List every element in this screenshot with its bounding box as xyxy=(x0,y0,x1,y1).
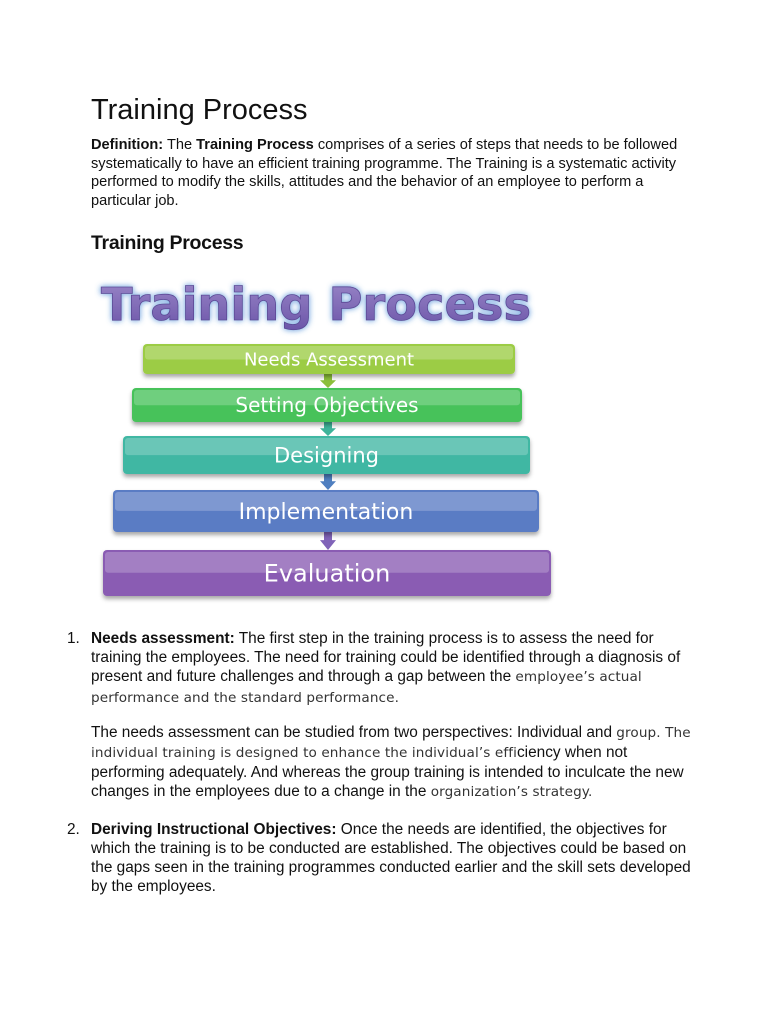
definition-paragraph xyxy=(91,136,691,210)
list-text: organization’s strategy. xyxy=(430,784,593,801)
list-text: Once the needs are identified, the objectives for which the training is to be conducted are established. The objectives could be based on the gaps seen in the training programmes conducted earlier and the skill sets developed by the employees. xyxy=(91,820,691,896)
list-item-needs-assessment xyxy=(67,629,691,803)
definition-text: comprises of a series of steps that needs to be followed systematically to have an efficient training programme. The Training is a systematic activity performed to modify the skills, attitudes and the behavior of an employee to perform a particular job. xyxy=(91,137,678,209)
steps-list xyxy=(67,629,691,913)
diagram-step-label: Designing xyxy=(274,443,379,468)
page-title: Training Process xyxy=(91,94,308,126)
diagram-step xyxy=(113,490,539,532)
definition-term: Training Process xyxy=(196,137,314,153)
diagram-step xyxy=(143,344,515,374)
list-text: group. The individual training is designed to enhance the individual’s effi xyxy=(91,724,691,762)
diagram-step xyxy=(132,388,522,422)
list-paragraph xyxy=(91,820,691,897)
diagram-step xyxy=(123,436,530,474)
list-paragraph xyxy=(91,629,691,708)
diagram-step-label: Needs Assessment xyxy=(243,349,415,371)
diagram-arrow xyxy=(320,374,336,388)
diagram-arrow xyxy=(320,474,336,490)
list-paragraph xyxy=(91,723,691,803)
list-text: employee’s actual performance and the standard performance. xyxy=(91,669,642,706)
diagram-arrow xyxy=(320,422,336,436)
list-text: The first step in the training process is to assess the need for training the employees. The need for training could be identified through a diagnosis of present and future challenges and through a gap between the xyxy=(91,630,681,686)
section-heading: Training Process xyxy=(91,232,244,254)
diagram-title: Training Process xyxy=(101,278,531,331)
list-item-instructional-objectives xyxy=(67,820,691,897)
list-text: ciency when not performing adequately. And whereas the group training is intended to inculcate the new changes in the employees due to a change in the xyxy=(91,744,684,801)
definition-label: Definition: xyxy=(91,137,164,153)
list-number: 2. xyxy=(67,820,80,838)
list-number: 1. xyxy=(67,630,80,647)
diagram-step-label: Implementation xyxy=(238,499,414,525)
diagram-step xyxy=(103,550,551,596)
training-process-diagram xyxy=(88,268,568,608)
list-item-heading: Deriving Instructional Objectives: xyxy=(91,820,337,838)
list-text: The needs assessment can be studied from two perspectives: Individual and xyxy=(91,723,617,741)
definition-pre: The xyxy=(163,137,197,153)
diagram-step-label: Evaluation xyxy=(263,559,391,588)
list-item-heading: Needs assessment: xyxy=(91,630,235,647)
diagram-arrow xyxy=(320,532,336,550)
diagram-step-label: Setting Objectives xyxy=(235,393,419,418)
